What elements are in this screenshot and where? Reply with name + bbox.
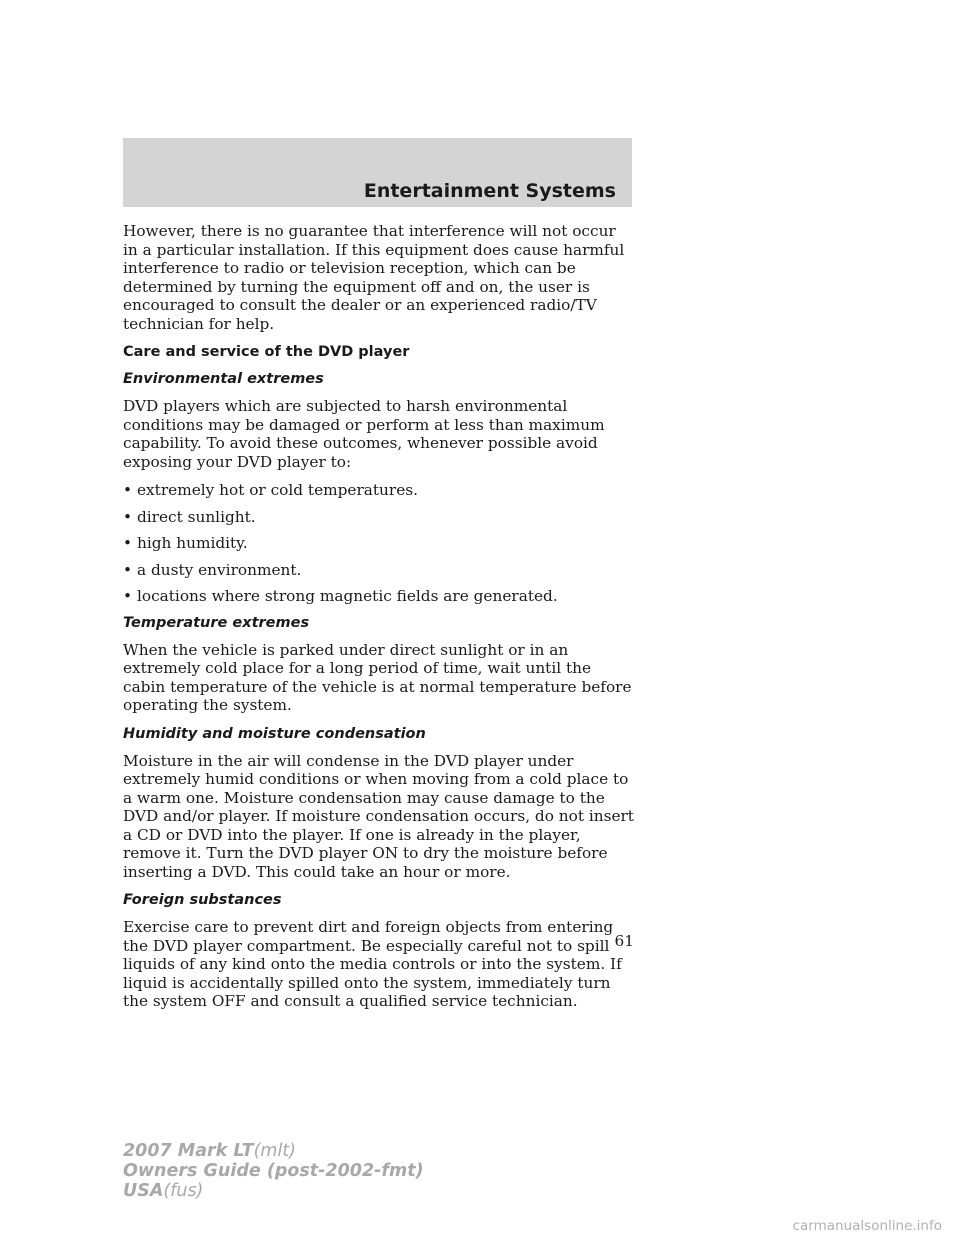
bullet-icon: • bbox=[123, 587, 133, 605]
foreign-subheading: Foreign substances bbox=[123, 892, 282, 908]
humidity-subheading: Humidity and moisture condensation bbox=[123, 725, 426, 742]
footer-model-code: (mlt) bbox=[253, 1141, 297, 1161]
humidity-body: Moisture in the air will condense in the DVD player under extremely humid conditions or when moving from a cold place to a warm one. Moisture condensation may cause damage to the DVD and/or player. If moisture condensation occurs, do not insert a CD or DVD into the player. If one is already in the player, remove it. Turn the DVD player ON to dry the moisture before inserting a DVD. This could take an hour or more. bbox=[123, 751, 634, 881]
care-heading: Care and service of the DVD player bbox=[123, 344, 410, 360]
footer-guide: Owners Guide (post-2002-fmt) bbox=[123, 1161, 424, 1181]
list-item bbox=[123, 587, 635, 606]
watermark: carmanualsonline.info bbox=[792, 1218, 942, 1234]
footer-market: USA bbox=[123, 1181, 164, 1201]
page-number: 61 bbox=[614, 932, 634, 950]
bullet-icon: • bbox=[123, 481, 133, 499]
temperature-subheading: Temperature extremes bbox=[123, 614, 310, 631]
document-footer bbox=[123, 1141, 424, 1201]
list-item bbox=[123, 561, 635, 580]
list-item-text: high humidity. bbox=[137, 534, 248, 552]
intro-paragraph: However, there is no guarantee that interference will not occur in a particular installation. If this equipment does cause harmful interference to radio or television reception, which can be determined by turning the equipment off and on, the user is encouraged to consult the dealer or an experienced radio/TV technician for help. bbox=[123, 222, 625, 333]
bullet-icon: • bbox=[123, 507, 133, 526]
section-title: Entertainment Systems bbox=[363, 180, 616, 202]
list-item bbox=[123, 508, 635, 527]
page-content bbox=[123, 222, 635, 1021]
footer-model: 2007 Mark LT bbox=[123, 1141, 254, 1161]
environmental-body: DVD players which are subjected to harsh environmental conditions may be damaged or perform at less than maximum capability. To avoid these outcomes, whenever possible avoid exposing your DVD player to: bbox=[123, 397, 605, 471]
footer-line-model bbox=[123, 1141, 424, 1161]
list-item bbox=[123, 481, 635, 500]
list-item-text: direct sunlight. bbox=[137, 507, 256, 526]
list-item-text: a dusty environment. bbox=[137, 560, 302, 579]
foreign-body: Exercise care to prevent dirt and foreign objects from entering the DVD player compartment. Be especially careful not to spill liquids of any kind onto the media controls or into the system. If liquid is accidentally spilled onto the system, immediately turn the system OFF and consult a qualified service technician. bbox=[123, 918, 622, 1010]
footer-market-code: (fus) bbox=[163, 1181, 204, 1201]
list-item bbox=[123, 534, 635, 553]
section-header-band bbox=[123, 138, 632, 207]
footer-line-guide bbox=[123, 1161, 424, 1181]
environmental-list bbox=[123, 481, 635, 606]
bullet-icon: • bbox=[123, 534, 133, 552]
temperature-body: When the vehicle is parked under direct sunlight or in an extremely cold place for a long period of time, wait until the cabin temperature of the vehicle is at normal temperature before operating the system. bbox=[123, 640, 632, 714]
footer-line-market bbox=[123, 1181, 424, 1201]
list-item-text: extremely hot or cold temperatures. bbox=[137, 481, 418, 499]
list-item-text: locations where strong magnetic fields are generated. bbox=[137, 587, 558, 605]
bullet-icon: • bbox=[123, 560, 133, 579]
environmental-subheading: Environmental extremes bbox=[123, 371, 324, 387]
